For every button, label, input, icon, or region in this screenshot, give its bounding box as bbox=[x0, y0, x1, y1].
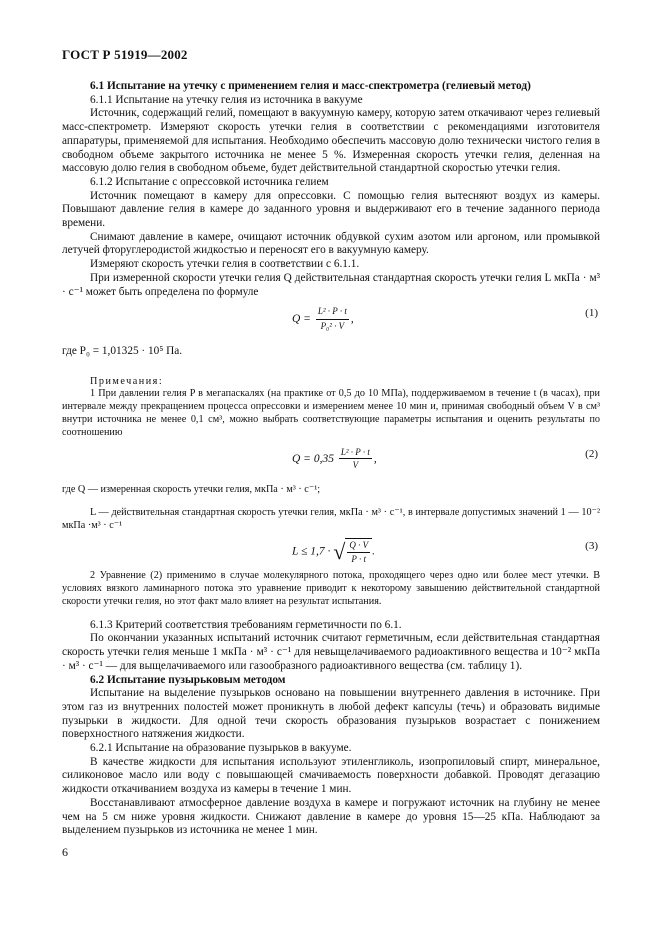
sqrt-radicand bbox=[345, 538, 372, 566]
formula-2-tail: , bbox=[373, 452, 377, 465]
section-6-1-2-para-2: Снимают давление в камере, очищают источник обдувкой сухим азотом или аргоном, или промывкой летучей фторуглеродистой жидкостью и переносят его в вакуумную камеру. bbox=[62, 230, 600, 257]
formula-2-expression bbox=[292, 446, 377, 473]
document-header: ГОСТ Р 51919—2002 bbox=[62, 47, 188, 62]
section-6-2-1-para-2: Восстанавливают атмосферное давление воздуха в камере и погружают источник на глубину не менее чем на 5 см ниже уровня жидкости. Снижают давление в камере до уровня 15—25 кПа. Наблюдают за выделением пузырьков из источника не менее 1 мин. bbox=[62, 796, 600, 837]
p0-definition: где P₀ = 1,01325 · 10⁵ Па. bbox=[62, 344, 183, 357]
section-6-2-1-para-1: В качестве жидкости для испытания используют этиленгликоль, изопропиловый спирт, минеральное, силиконовое масло или воду с повышающей смачиваемость поверхности добавкой. Проводят дегазацию жидкости откачиванием воздуха из камеры в течение 1 мин. bbox=[62, 755, 600, 796]
formula-2-lhs: Q = 0,35 bbox=[292, 452, 334, 465]
formula-1-expression bbox=[292, 305, 354, 333]
page-number: 6 bbox=[62, 845, 68, 859]
where-l-definition: L — действительная стандартная скорость утечки гелия, мкПа · м³ · с⁻¹, в интервале допустимых значений 1 — 10⁻² мкПа ·м³ · с⁻¹ bbox=[62, 506, 600, 531]
formula-3-fraction bbox=[347, 539, 370, 566]
formula-2-fraction bbox=[339, 446, 372, 473]
section-6-1-2-para-4: При измеренной скорости утечки гелия Q действительная стандартная скорость утечки гелия L мкПа · м³ · с⁻¹ может быть определена по формуле bbox=[62, 271, 600, 298]
formula-3-expression bbox=[292, 538, 375, 566]
formula-3-denominator: P · t bbox=[351, 554, 366, 565]
section-6-1-3-title: 6.1.3 Критерий соответствия требованиям герметичности по 6.1. bbox=[90, 618, 402, 631]
formula-2-numerator: L² · P · t bbox=[339, 446, 372, 460]
formula-3-lhs: L ≤ 1,7 · bbox=[292, 545, 331, 558]
formula-1-lhs: Q = bbox=[292, 313, 311, 326]
formula-3-number: (3) bbox=[585, 540, 598, 553]
formula-2 bbox=[62, 440, 600, 474]
section-6-1-3-text: По окончании указанных испытаний источник считают герметичным, если действительная стандартная скорость утечки гелия меньше 1 мкПа · м³ · с⁻¹ для невыщелачиваемого радиоактивного вещества и 10⁻² мкПа · м³ · с⁻¹ — для выщелачиваемого или газообразного радиоактивного вещества (см. таблицу 1). bbox=[62, 632, 600, 672]
formula-1-denominator: P₀² · V bbox=[320, 320, 345, 331]
formula-1-number: (1) bbox=[585, 307, 598, 320]
section-6-1-1-text: Источник, содержащий гелий, помещают в вакуумную камеру, которую затем откачивают через гелиевый масс-спектрометр. Измеряют скорость утечки гелия в соответствии с рекомендациями изготовителя аппаратуры, применяемой для испытания. Необходимо обеспечить массовую долю технически чистого гелия в свободном объеме закрытого источника не менее 5 %. Измеренная скорость утечки гелия, деленная на массовую долю гелия в свободном объеме, будет действительной стандартной скоростью утечки гелия. bbox=[62, 107, 600, 175]
formula-1-tail: , bbox=[350, 313, 354, 326]
formula-1 bbox=[62, 299, 600, 333]
notes-heading: Примечания: bbox=[90, 375, 164, 387]
formula-3-tail: . bbox=[372, 545, 375, 558]
section-6-1-title: 6.1 Испытание на утечку с применением гелия и масс-спектрометра (гелиевый метод) bbox=[90, 80, 531, 92]
formula-3 bbox=[62, 532, 600, 570]
where-q-definition: где Q — измеренная скорость утечки гелия, мкПа · м³ · с⁻¹; bbox=[62, 483, 321, 495]
section-6-1-2-title: 6.1.2 Испытание с опрессовкой источника гелием bbox=[90, 175, 329, 188]
section-6-1-2-para-3: Измеряют скорость утечки гелия в соответствии с 6.1.1. bbox=[90, 258, 360, 271]
formula-2-denominator: V bbox=[352, 460, 359, 471]
section-6-1-1-title: 6.1.1 Испытание на утечку гелия из источника в вакууме bbox=[90, 93, 363, 106]
section-6-2-title: 6.2 Испытание пузырьковым методом bbox=[90, 673, 286, 686]
sqrt-sign: √ bbox=[333, 539, 346, 565]
formula-1-numerator: L² · P · t bbox=[316, 305, 349, 320]
formula-3-numerator: Q · V bbox=[347, 539, 370, 553]
formula-1-fraction bbox=[316, 305, 349, 333]
note-2: 2 Уравнение (2) применимо в случае молекулярного потока, проходящего через одно или более мест утечки. В условиях вязкого ламинарного потока это уравнение приводит к некоторому завышению действительной стандартной скорости утечки гелия, но этот факт мало влияет на результат испытания. bbox=[62, 570, 600, 607]
section-6-1-2-para-1: Источник помещают в камеру для опрессовки. С помощью гелия вытесняют воздух из камеры. Повышают давление гелия в камере до заданного уровня и выдерживают его в течение заданного периода времени. bbox=[62, 189, 600, 230]
note-1: 1 При давлении гелия P в мегапаскалях (на практике от 0,5 до 10 МПа), поддерживаемом в течение t (в часах), при интервале между прекращением процесса опрессовки и измерением менее 10 мин и, принимая свободный объем V в см³ внутри источника не менее 0,1 см³, можно выбрать соответствующие параметры испытания и оценить результаты по соотношению bbox=[62, 388, 600, 438]
section-6-2-para-1: Испытание на выделение пузырьков основано на повышении внутреннего давления в источнике. При этом газ из внутренних полостей может проникнуть в любой дефект капсулы (течь) и образовать видимые пузырьки в жидкости. Для одной течи скорость образования пузырьков возрастает с понижением поверхностного натяжения жидкости. bbox=[62, 687, 600, 741]
section-6-2-1-title: 6.2.1 Испытание на образование пузырьков в вакууме. bbox=[90, 742, 352, 755]
formula-2-number: (2) bbox=[585, 447, 598, 460]
document-body bbox=[62, 80, 600, 838]
